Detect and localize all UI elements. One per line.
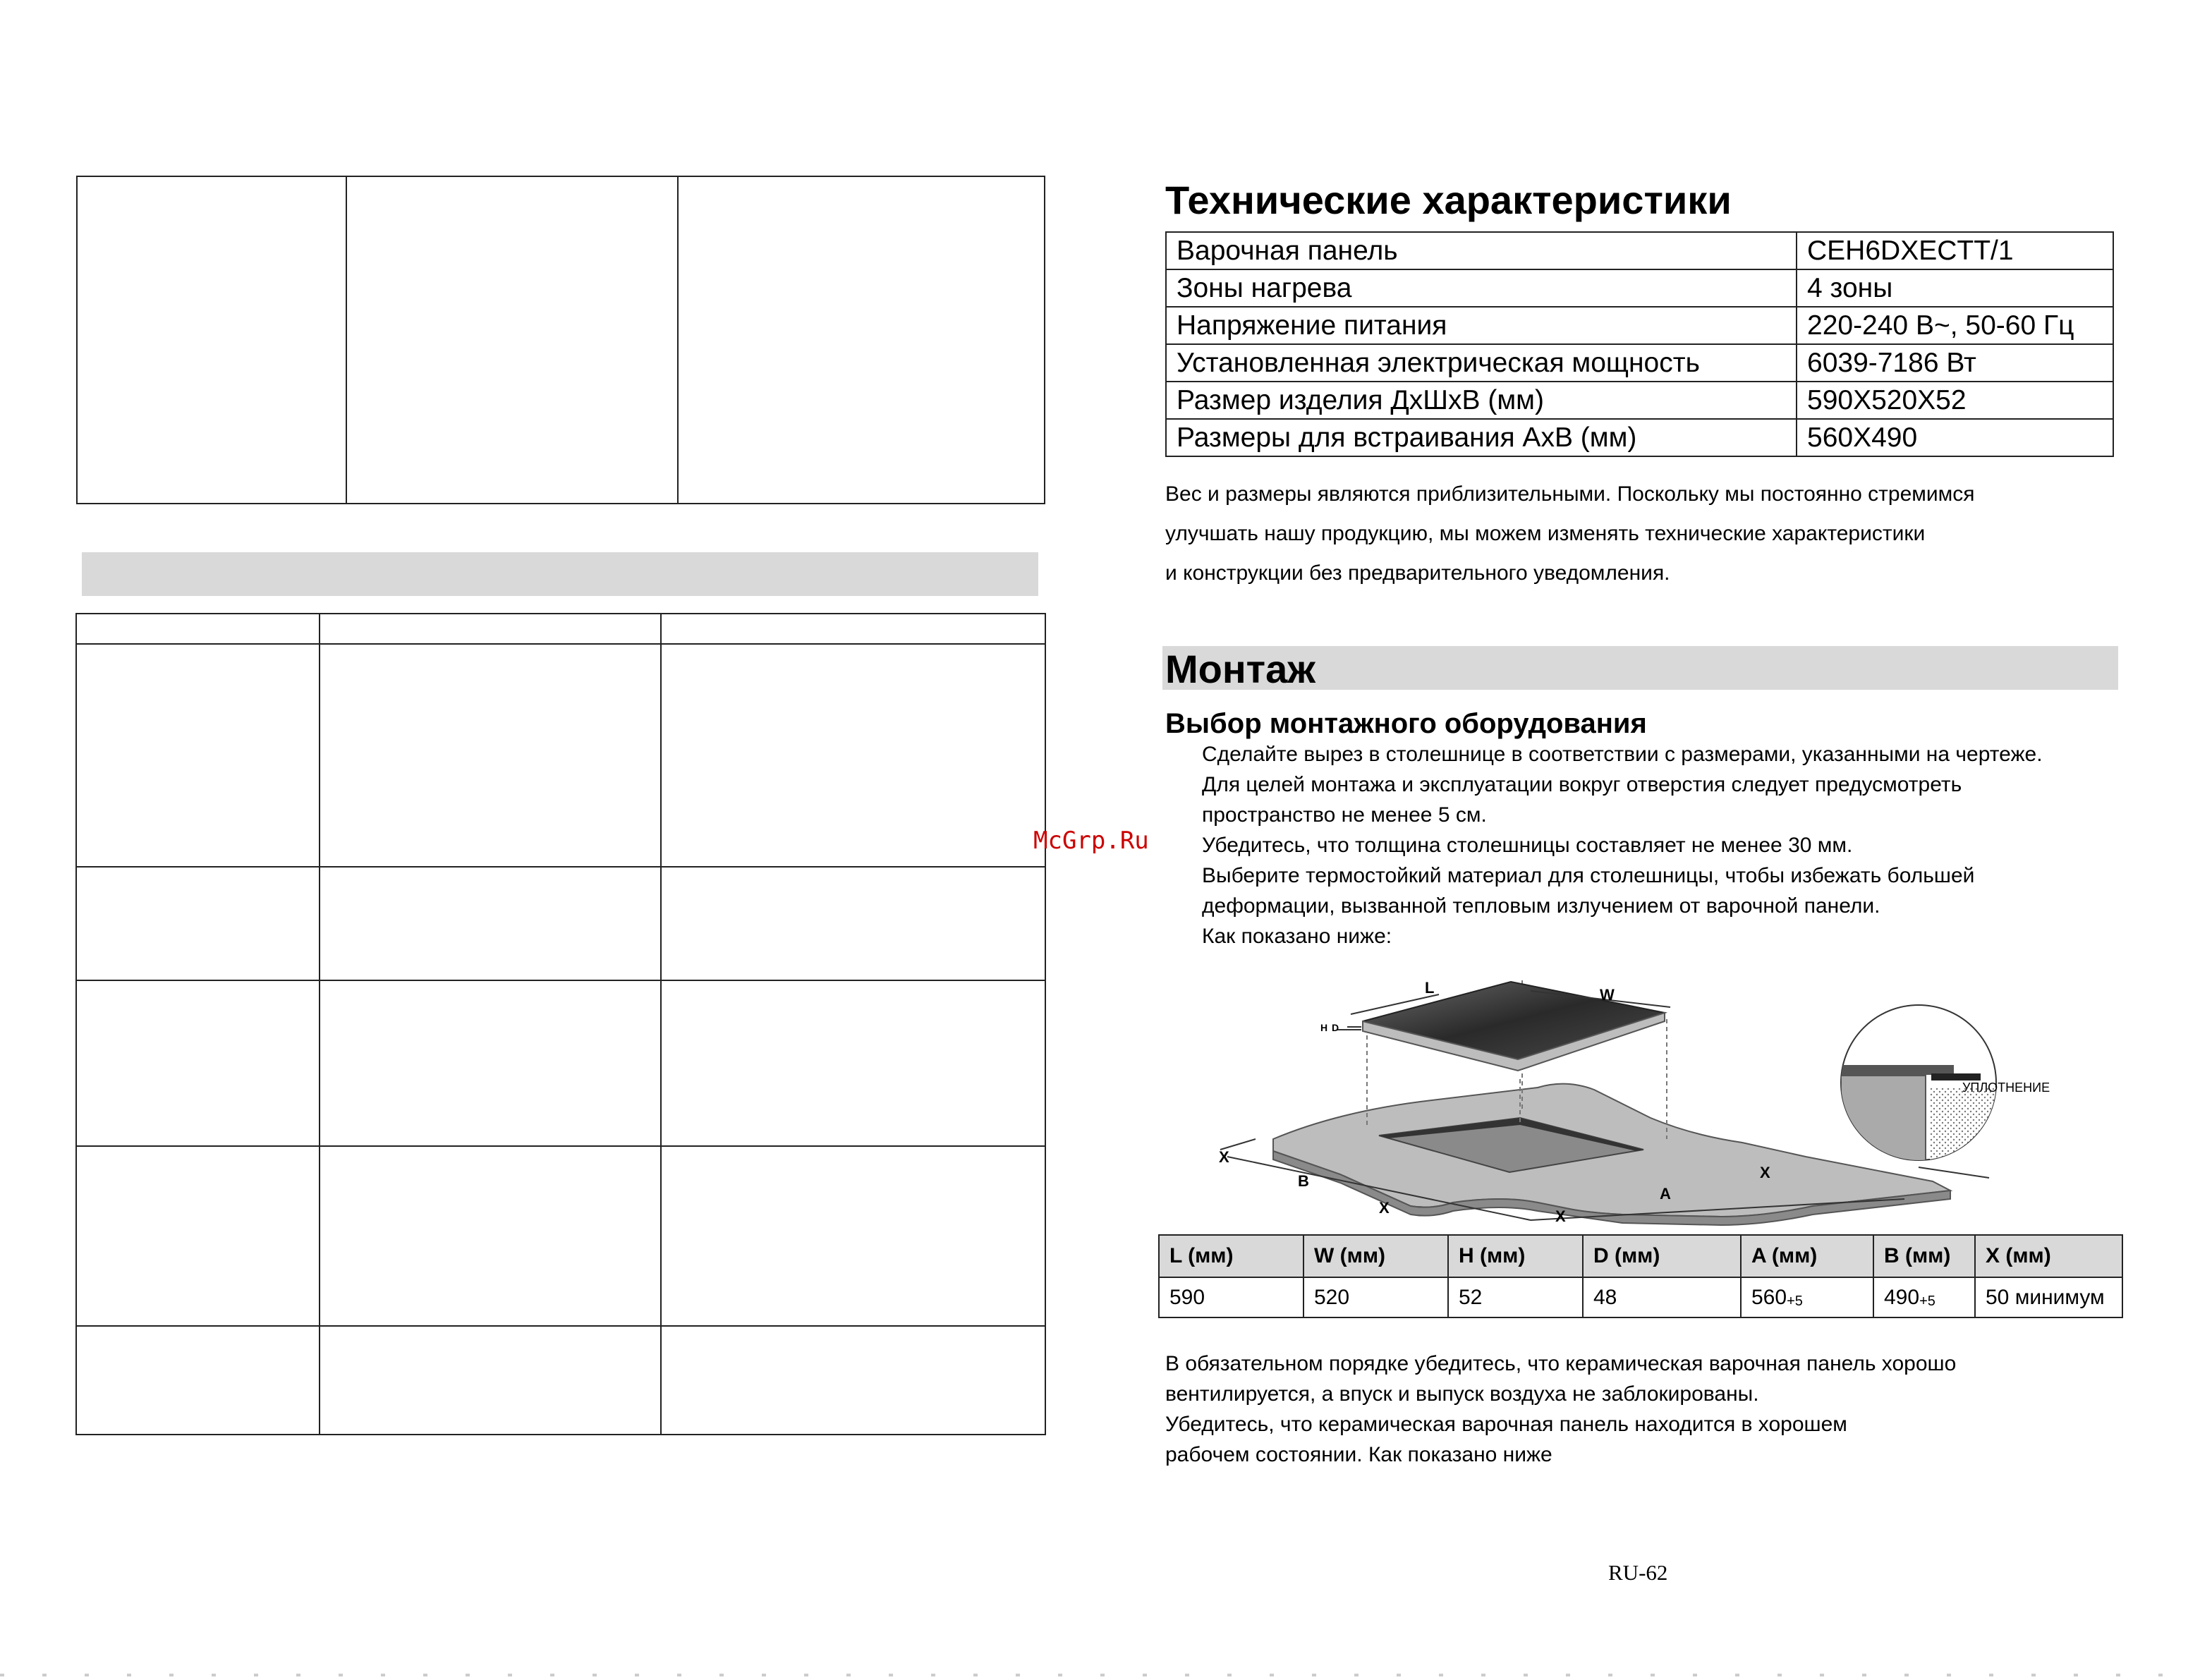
ventilation-line: вентилируется, а впуск и выпуск воздуха не заблокированы. — [1165, 1382, 1759, 1406]
watermark: McGrp.Ru — [1033, 827, 1149, 855]
spec-table — [1165, 231, 2114, 457]
spec-label: Установленная электрическая мощность — [1166, 344, 1797, 382]
left-bottom-cell — [76, 980, 320, 1146]
dim-value-b — [1873, 1277, 1975, 1317]
spec-row — [1166, 344, 2113, 382]
left-bottom-cell — [76, 1326, 320, 1435]
mount-title: Монтаж — [1165, 647, 1315, 691]
instruction-line: Убедитесь, что толщина столешницы составляет не менее 30 мм. — [1202, 834, 1853, 857]
seal-detail — [1841, 1005, 2050, 1179]
dim-header: X (мм) — [1975, 1235, 2122, 1277]
instruction-line: пространство не менее 5 см. — [1202, 803, 1487, 827]
left-bottom-cell — [661, 867, 1045, 980]
ventilation-line: В обязательном порядке убедитесь, что керамическая варочная панель хорошо — [1165, 1352, 1957, 1375]
left-bottom-cell — [320, 1326, 661, 1435]
dim-header: D (мм) — [1583, 1235, 1741, 1277]
left-bottom-cell — [76, 1146, 320, 1326]
dim-value: 490 — [1884, 1285, 1920, 1309]
tolerance: +5 — [1787, 1293, 1803, 1309]
spec-label: Напряжение питания — [1166, 307, 1797, 344]
left-section-bar — [82, 552, 1038, 596]
dim-value: 48 — [1583, 1277, 1741, 1317]
label-L: L — [1425, 979, 1435, 997]
dim-value: 52 — [1448, 1277, 1583, 1317]
instruction-line: Как показано ниже: — [1202, 925, 1392, 948]
spec-note-line: и конструкции без предварительного уведомления. — [1165, 561, 1670, 585]
spec-value: 4 зоны — [1797, 269, 2113, 307]
left-bottom-cell — [320, 614, 661, 644]
left-top-cell — [678, 176, 1045, 504]
left-bottom-cell — [661, 1146, 1045, 1326]
label-H: H — [1320, 1022, 1328, 1033]
spec-label: Размер изделия ДхШхВ (мм) — [1166, 382, 1797, 419]
spec-value: 590X520X52 — [1797, 382, 2113, 419]
left-bottom-cell — [661, 980, 1045, 1146]
dim-header: H (мм) — [1448, 1235, 1583, 1277]
spec-title: Технические характеристики — [1165, 178, 1732, 222]
dim-header: B (мм) — [1873, 1235, 1975, 1277]
dim-value: 560 — [1751, 1285, 1787, 1309]
dim-value: 590 — [1159, 1277, 1303, 1317]
installation-diagram — [1199, 966, 2088, 1227]
mount-subtitle: Выбор монтажного оборудования — [1165, 708, 1647, 739]
spec-note-line: Вес и размеры являются приблизительными. Поскольку мы постоянно стремимся — [1165, 482, 1975, 506]
ventilation-note — [1165, 1349, 1956, 1470]
label-A: A — [1660, 1185, 1671, 1203]
spec-value: 6039-7186 Вт — [1797, 344, 2113, 382]
dimensions-value-row — [1159, 1277, 2122, 1317]
label-X: X — [1760, 1164, 1770, 1181]
spec-row — [1166, 307, 2113, 344]
spec-row — [1166, 419, 2113, 456]
label-X: X — [1555, 1207, 1566, 1225]
left-bottom-cell — [320, 867, 661, 980]
ventilation-line: рабочем состоянии. Как показано ниже — [1165, 1443, 1552, 1466]
spec-label: Зоны нагрева — [1166, 269, 1797, 307]
left-bottom-cell — [320, 1146, 661, 1326]
instruction-line: деформации, вызванной тепловым излучением от варочной панели. — [1202, 894, 1880, 918]
dim-value: 520 — [1303, 1277, 1448, 1317]
label-X: X — [1379, 1199, 1390, 1217]
spec-value: 220-240 В~, 50-60 Гц — [1797, 307, 2113, 344]
dim-value-a — [1741, 1277, 1873, 1317]
left-bottom-cell — [76, 867, 320, 980]
bottom-edge — [0, 1674, 2200, 1676]
tolerance: +5 — [1919, 1293, 1935, 1309]
spec-value: CEH6DXECTT/1 — [1797, 232, 2113, 269]
left-bottom-table — [75, 613, 1046, 1435]
left-top-cell — [77, 176, 346, 504]
label-X: X — [1219, 1148, 1229, 1166]
left-bottom-cell — [661, 614, 1045, 644]
left-bottom-cell — [661, 644, 1045, 867]
left-bottom-cell — [76, 644, 320, 867]
spec-row — [1166, 382, 2113, 419]
dim-header: L (мм) — [1159, 1235, 1303, 1277]
page-number: RU-62 — [1608, 1560, 1668, 1585]
left-bottom-cell — [320, 980, 661, 1146]
spec-row — [1166, 269, 2113, 307]
ventilation-line: Убедитесь, что керамическая варочная панель находится в хорошем — [1165, 1413, 1847, 1436]
seal-label: УПЛОТНЕНИЕ — [1962, 1081, 2050, 1095]
spec-label: Размеры для встраивания АхВ (мм) — [1166, 419, 1797, 456]
dimensions-table — [1158, 1234, 2123, 1318]
label-D: D — [1332, 1022, 1339, 1033]
dim-header: W (мм) — [1303, 1235, 1448, 1277]
left-bottom-cell — [661, 1326, 1045, 1435]
hob-glass — [1363, 982, 1665, 1059]
spec-row — [1166, 232, 2113, 269]
left-top-cell — [346, 176, 678, 504]
dimensions-header-row — [1159, 1235, 2122, 1277]
dim-header: A (мм) — [1741, 1235, 1873, 1277]
label-B: B — [1298, 1172, 1309, 1190]
label-W: W — [1600, 986, 1615, 1004]
spec-label: Варочная панель — [1166, 232, 1797, 269]
spec-note — [1165, 475, 1975, 593]
instruction-line: Сделайте вырез в столешнице в соответствии с размерами, указанными на чертеже. — [1202, 743, 2043, 766]
spec-value: 560X490 — [1797, 419, 2113, 456]
dim-value: 50 минимум — [1975, 1277, 2122, 1317]
left-top-table — [76, 176, 1045, 504]
left-bottom-cell — [76, 614, 320, 644]
spec-note-line: улучшать нашу продукцию, мы можем изменять технические характеристики — [1165, 522, 1926, 545]
instruction-line: Для целей монтажа и эксплуатации вокруг отверстия следует предусмотреть — [1202, 773, 1962, 796]
instruction-line: Выберите термостойкий материал для столешницы, чтобы избежать большей — [1202, 864, 1975, 887]
left-bottom-cell — [320, 644, 661, 867]
mount-instructions — [1202, 739, 2043, 951]
